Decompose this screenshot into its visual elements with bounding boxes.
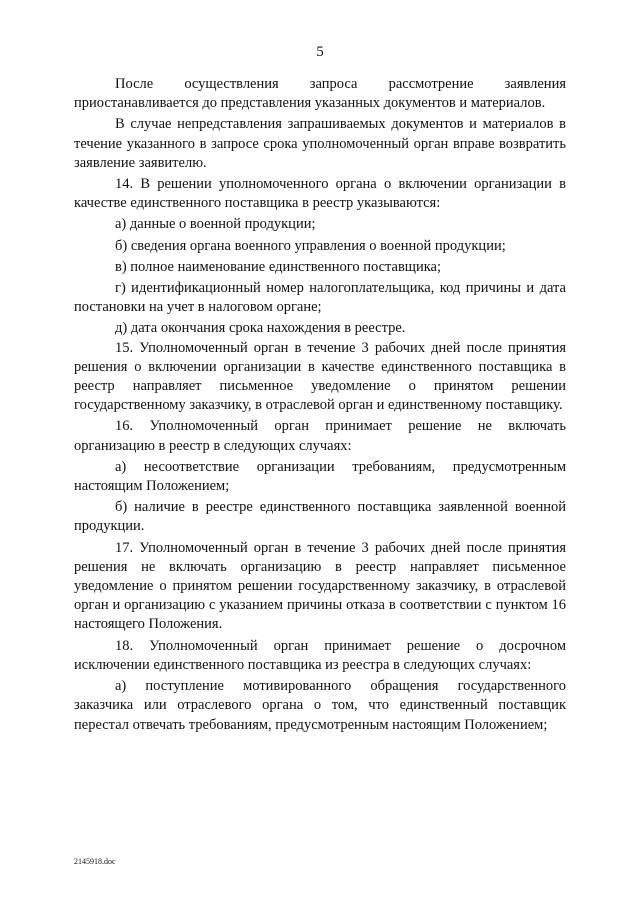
paragraph-item-14b: б) сведения органа военного управления о военной продукции; [115,237,506,254]
paragraph-item-15: 15. Уполномоченный орган в течение 3 рабочих дней после принятия решения о включении организации в качестве единственного поставщика в реестр направляет письменное уведомление о принятом решении государственному заказчику, в отраслевой орган и единственному поставщику. [74,339,566,414]
paragraph-item-14g: г) идентификационный номер налогоплательщика, код причины и дата постановки на учет в налоговом органе; [74,280,566,316]
paragraph-item-14: 14. В решении уполномоченного органа о включении организации в качестве единственного поставщика в реестр указываются: [74,176,566,212]
paragraph-item-18a: а) поступление мотивированного обращения государственного заказчика или отраслевого органа о том, что единственный поставщик перестал отвечать требованиям, предусмотренным настоящим Положением; [74,678,566,733]
paragraph-item-16a: а) несоответствие организации требованиям, предусмотренным настоящим Положением; [74,458,566,495]
paragraph-item-14v: в) полное наименование единственного поставщика; [115,258,442,275]
paragraph-item-17: 17. Уполномоченный орган в течение 3 рабочих дней после принятия решения не включать организацию в реестр направляет письменное уведомление о принятом решении государственному заказчику, в отраслевой орган и организацию с указанием причины отказа в соответствии с пунктом 16 настоящего Положения. [74,539,566,633]
paragraph-item-16: 16. Уполномоченный орган принимает решение не включать организацию в реестр в следующих случаях: [74,418,566,454]
paragraph-request-suspension: После осуществления запроса рассмотрение заявления приостанавливается до представления указанных документов и материалов. [74,76,566,112]
paragraph-item-18: 18. Уполномоченный орган принимает решение о досрочном исключении единственного поставщика из реестра в следующих случаях: [74,637,566,673]
footer-filename: 2145918.doc [74,857,116,866]
page-number: 5 [316,44,324,60]
paragraph-item-14d: д) дата окончания срока нахождения в реестре. [115,320,406,337]
document-body [74,75,566,735]
paragraph-item-14a: а) данные о военной продукции; [115,216,316,233]
paragraph-non-submission: В случае непредставления запрашиваемых документов и материалов в течение указанного в запросе срока уполномоченный орган вправе возвратить заявление заявителю. [74,116,566,171]
paragraph-item-16b: б) наличие в реестре единственного поставщика заявленной военной продукции. [74,499,566,535]
